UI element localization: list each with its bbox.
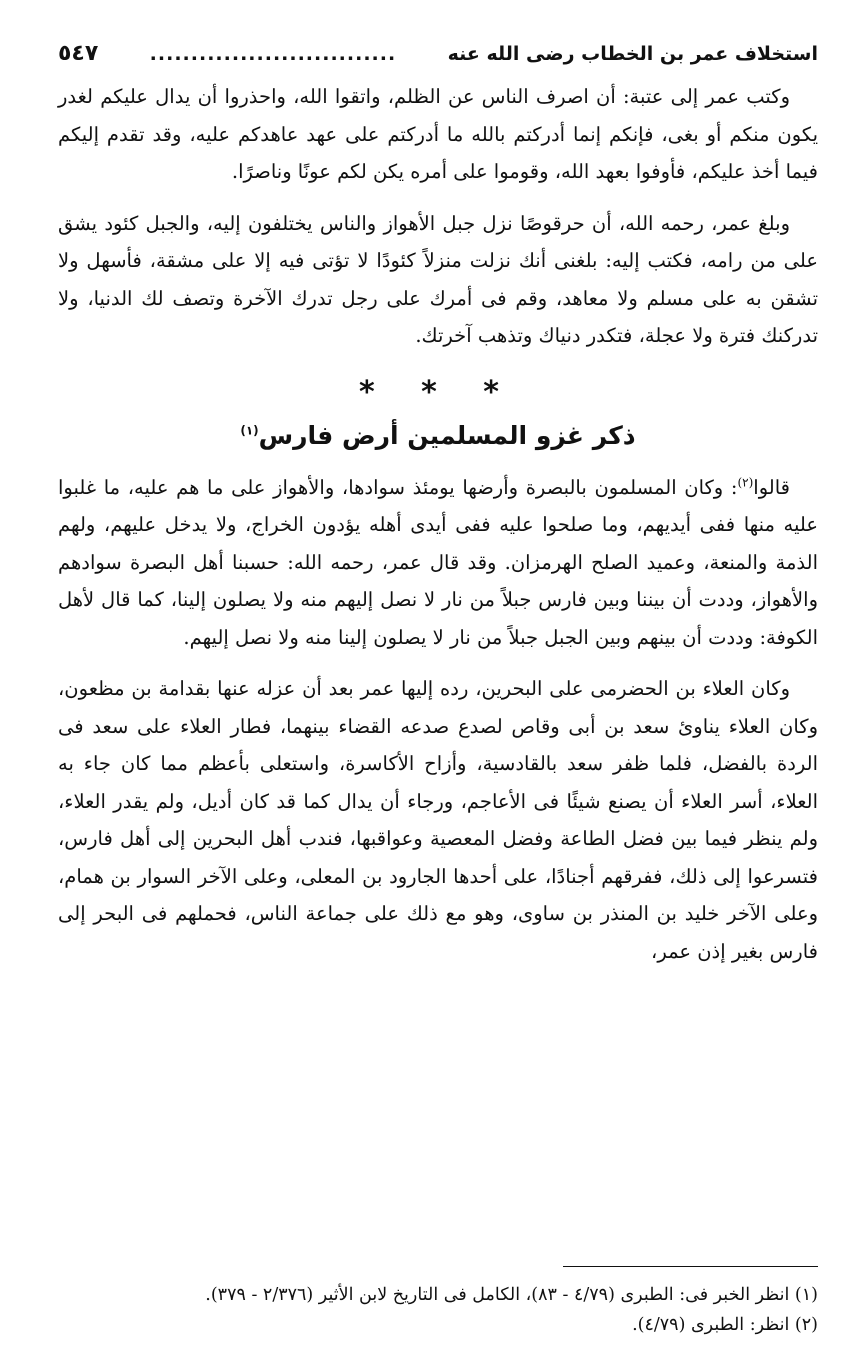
footnote-2: (٢) انظر: الطبرى (٤/٧٩). xyxy=(632,1315,818,1335)
paragraph-alaa-bahrain: وكان العلاء بن الحضرمى على البحرين، رده إليها عمر بعد أن عزله عنها بقدامة بن مظعون، وكان العلاء يناوئ سعد بن أبى وقاص لصدع صدعه القضاء بينهما، فطار العلاء على سعد فى الردة بالفضل، فلما ظفر سعد بالقادسية، وأزاح الأكاسرة، واستعلى بأعظم مما كان جاء به العلاء، أسر العلاء أن يصنع شيئًا فى الأعاجم، ورجاء أن يدال كما قد كان أديل، ولم يقدر العلاء، ولم ينظر فيما بين فضل الطاعة وفضل المعصية وعواقبها، فندب أهل البحرين إلى أهل فارس، فتسرعوا إلى ذلك، ففرقهم أجنادًا، على أحدها الجارود بن المعلى، وعلى الآخر السوار بن همام، وعلى الآخر خليد بن المنذر بن ساوى، وهو مع ذلك على جماعة الناس، فحملهم فى البحر إلى فارس بغير إذن عمر، xyxy=(58,677,818,963)
page xyxy=(58,30,818,970)
paragraph-persia-intro xyxy=(58,469,818,657)
paragraph-lead-word: قالوا xyxy=(753,475,790,499)
footnote-separator xyxy=(563,1266,818,1267)
page-number: ٥٤٧ xyxy=(58,41,99,66)
paragraph-gap xyxy=(58,191,818,205)
header-dot-leader: .............................. xyxy=(149,43,397,65)
paragraph-letter-to-utba: وكتب عمر إلى عتبة: أن اصرف الناس عن الظلم، واتقوا الله، واحذروا أن يدال عليكم لغدر يكون منكم أو بغى، فإنكم إنما أدركتم بالله ما أدركتم على عهد عاهدكم عليه، وقد تقدم إليكم فيما أخذ عليكم، فأوفوا بعهد الله، وقوموا على أمره يكن لكم عونًا وناصرًا. xyxy=(58,85,818,183)
footnote-1: (١) انظر الخبر فى: الطبرى (٤/٧٩ - ٨٣)، الكامل فى التاريخ لابن الأثير (٢/٣٧٦ - ٣٧٩). xyxy=(205,1285,818,1305)
footnote-ref-2: (٢) xyxy=(737,475,754,489)
paragraph-letter-to-harqus: وبلغ عمر، رحمه الله، أن حرقوصًا نزل جبل الأهواز والناس يختلفون إليه، والجبل كئود يشق على من رامه، فكتب إليه: بلغنى أنك نزلت منزلاً كئودًا لا تؤتى فيه إلا على مشقة، فأسهل ولا تشقن به على مسلم ولا معاهد، وقم فى أمرك على رجل تدرك الآخرة وتصف لك الدنيا، ولا تدركنك فترة ولا عجلة، فتكدر دنياك وتذهب آخرتك. xyxy=(58,211,818,347)
paragraph-gap xyxy=(58,656,818,670)
section-divider-asterisks: * * * xyxy=(359,374,517,410)
section-heading xyxy=(58,411,818,461)
paragraph-persia-intro-body: : وكان المسلمون بالبصرة وأرضها يومئذ سوادها، والأهواز على ما هم عليه، ما غلبوا عليه منها ففى أيديهم، وما صلحوا عليه ففى أيدى أهله يؤدون الخراج، ولا يدخل عليهم، ولهم الذمة والمنعة، وعميد الصلح الهرمزان. وقد قال عمر، رحمه الله: حسبنا أهل البصرة سوادهم والأهواز، وددت أن بيننا وبين فارس جبلاً من نار لا نصل إليهم منه ولا يصلون إلينا، كما قال لأهل الكوفة: وددت أن بينهم وبين الجبل جبلاً من نار لا يصلون إلينا منه ولا نصل إليهم. xyxy=(58,475,818,649)
section-heading-text: ذكر غزو المسلمين أرض فارس xyxy=(258,420,636,450)
running-header xyxy=(58,30,818,78)
chapter-title: استخلاف عمر بن الخطاب رضى الله عنه xyxy=(447,43,818,65)
footnotes xyxy=(58,1280,818,1340)
footnote-ref-1: (١) xyxy=(240,423,259,438)
